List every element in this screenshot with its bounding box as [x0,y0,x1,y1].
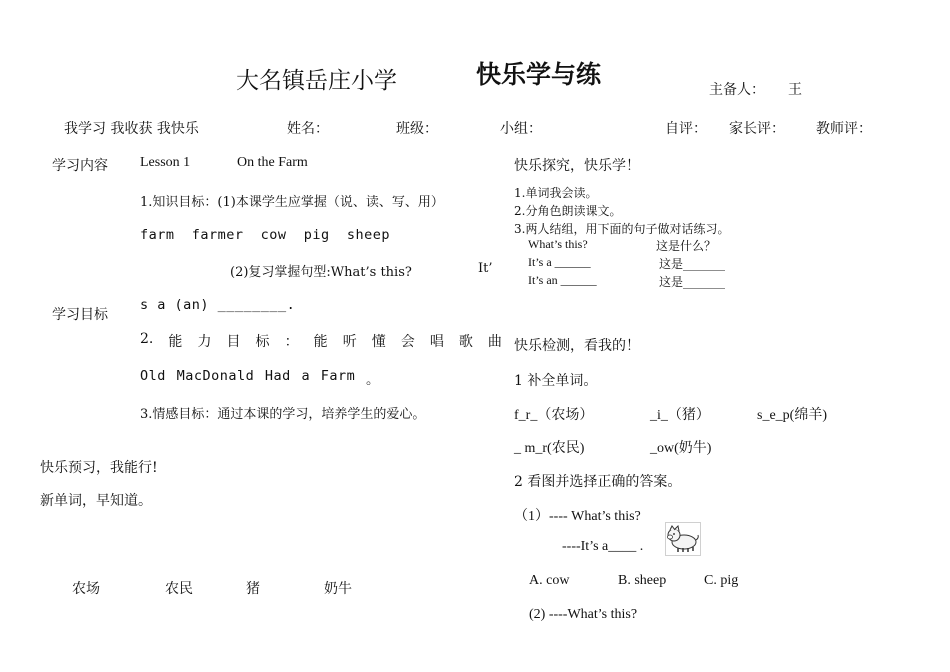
vocabulary-words [140,227,390,243]
school-name: 大名镇岳庄小学 [236,68,397,94]
class-label: 班级： [396,121,438,137]
task-1: 1.单词我会读。 [514,186,598,200]
song-word: Old [140,368,166,384]
q1-item-farmer: _ m_r(农民) [514,441,585,456]
ability-char: 唱 [429,334,444,350]
ability-goal [140,331,502,351]
song-title [140,368,380,388]
emotion-goal: 3.情感目标：通过本课的学习，培养学生的爱心。 [140,407,426,422]
word-sheep: sheep [346,227,390,243]
pig-picture [665,522,701,556]
dialog-zh-3: 这是_______ [659,275,726,289]
word-farm: farm [140,227,175,243]
ability-char: 目 [226,334,241,350]
q2-1-question: （1）---- What’s this? [514,509,641,524]
q1-item-cow: _ow(奶牛) [650,441,712,456]
new-words-title: 新单词，早知道。 [40,493,152,509]
q2-title: 2 看图并选择正确的答案。 [514,474,682,490]
option-c[interactable]: C. pig [704,573,739,588]
q1-item-pig: _i_（猪） [650,408,710,423]
word-pig: pig [303,227,330,243]
word-cow: cow [260,227,287,243]
ability-char: 听 [342,334,357,350]
q2-1-answer: ----It’s a____ . [562,539,644,554]
task-3: 3.两人结组，用下面的句子做对话练习。 [514,222,730,236]
goals-label: 学习目标 [52,307,108,323]
preview-word-farmer: 农民 [165,581,193,597]
ability-char: 懂 [371,334,386,350]
knowledge-goal: 1.知识目标：(1)本课学生应掌握（说、读、写、用） [140,195,444,210]
pig-icon [665,522,701,556]
song-word: a [301,368,311,384]
parent-eval-label: 家长评： [729,121,785,137]
dialog-en-2: It’s a ______ [528,255,591,269]
motto: 我学习 我收获 我快乐 [64,121,199,137]
preview-word-cow: 奶牛 [324,581,352,597]
dialog-zh-2: 这是_______ [659,257,726,271]
sentence-pattern-cont: It’ [478,261,493,276]
page-title: 快乐学与练 [476,60,602,89]
self-eval-label: 自评： [665,121,707,137]
song-word: MacDonald [176,368,255,384]
q1-item-sheep: s_e_p(绵羊) [757,408,827,423]
dialog-en-3: It’s an ______ [528,273,597,287]
lesson-title: On the Farm [237,155,308,170]
ability-char: 力 [197,334,212,350]
preview-word-farm: 农场 [72,581,100,597]
option-a[interactable]: A. cow [529,573,570,588]
check-title: 快乐检测，看我的！ [514,338,640,354]
preparer-label: 主备人： [709,82,765,98]
ability-char: 曲 [487,334,502,350]
explore-title: 快乐探究，快乐学！ [514,158,640,174]
word-farmer: farmer [191,227,244,243]
task-2: 2.分角色朗读课文。 [514,204,622,218]
preparer-name: 王 [788,82,802,98]
q1-title: 1 补全单词。 [514,373,598,389]
name-label: 姓名： [287,121,329,137]
ability-char: 歌 [458,334,473,350]
teacher-eval-label: 教师评： [816,121,872,137]
option-b[interactable]: B. sheep [618,573,667,588]
ability-char: 能 [168,334,183,350]
lesson-number: Lesson 1 [140,155,191,170]
ability-char: 2. [140,331,154,347]
dialog-zh-1: 这是什么？ [656,239,717,253]
sentence-pattern-goal: (2)复习掌握句型:What’s this? [230,265,412,280]
song-word: 。 [365,372,380,388]
ability-char: ： [284,334,299,350]
sentence-pattern-blank: s a (an) ________. [140,297,296,313]
song-word: Had [264,368,291,384]
preview-title: 快乐预习，我能行! [40,460,158,476]
q1-item-farm: f_r_（农场） [514,408,594,423]
q2-2-question: (2) ----What’s this? [529,607,638,622]
dialog-en-1: What’s this? [528,237,588,251]
ability-char: 标 [255,334,270,350]
song-word: Farm [320,368,356,384]
ability-char: 能 [313,334,328,350]
ability-char: 会 [400,334,415,350]
group-label: 小组： [500,121,542,137]
content-label: 学习内容 [52,158,108,174]
preview-word-pig: 猪 [246,581,260,597]
